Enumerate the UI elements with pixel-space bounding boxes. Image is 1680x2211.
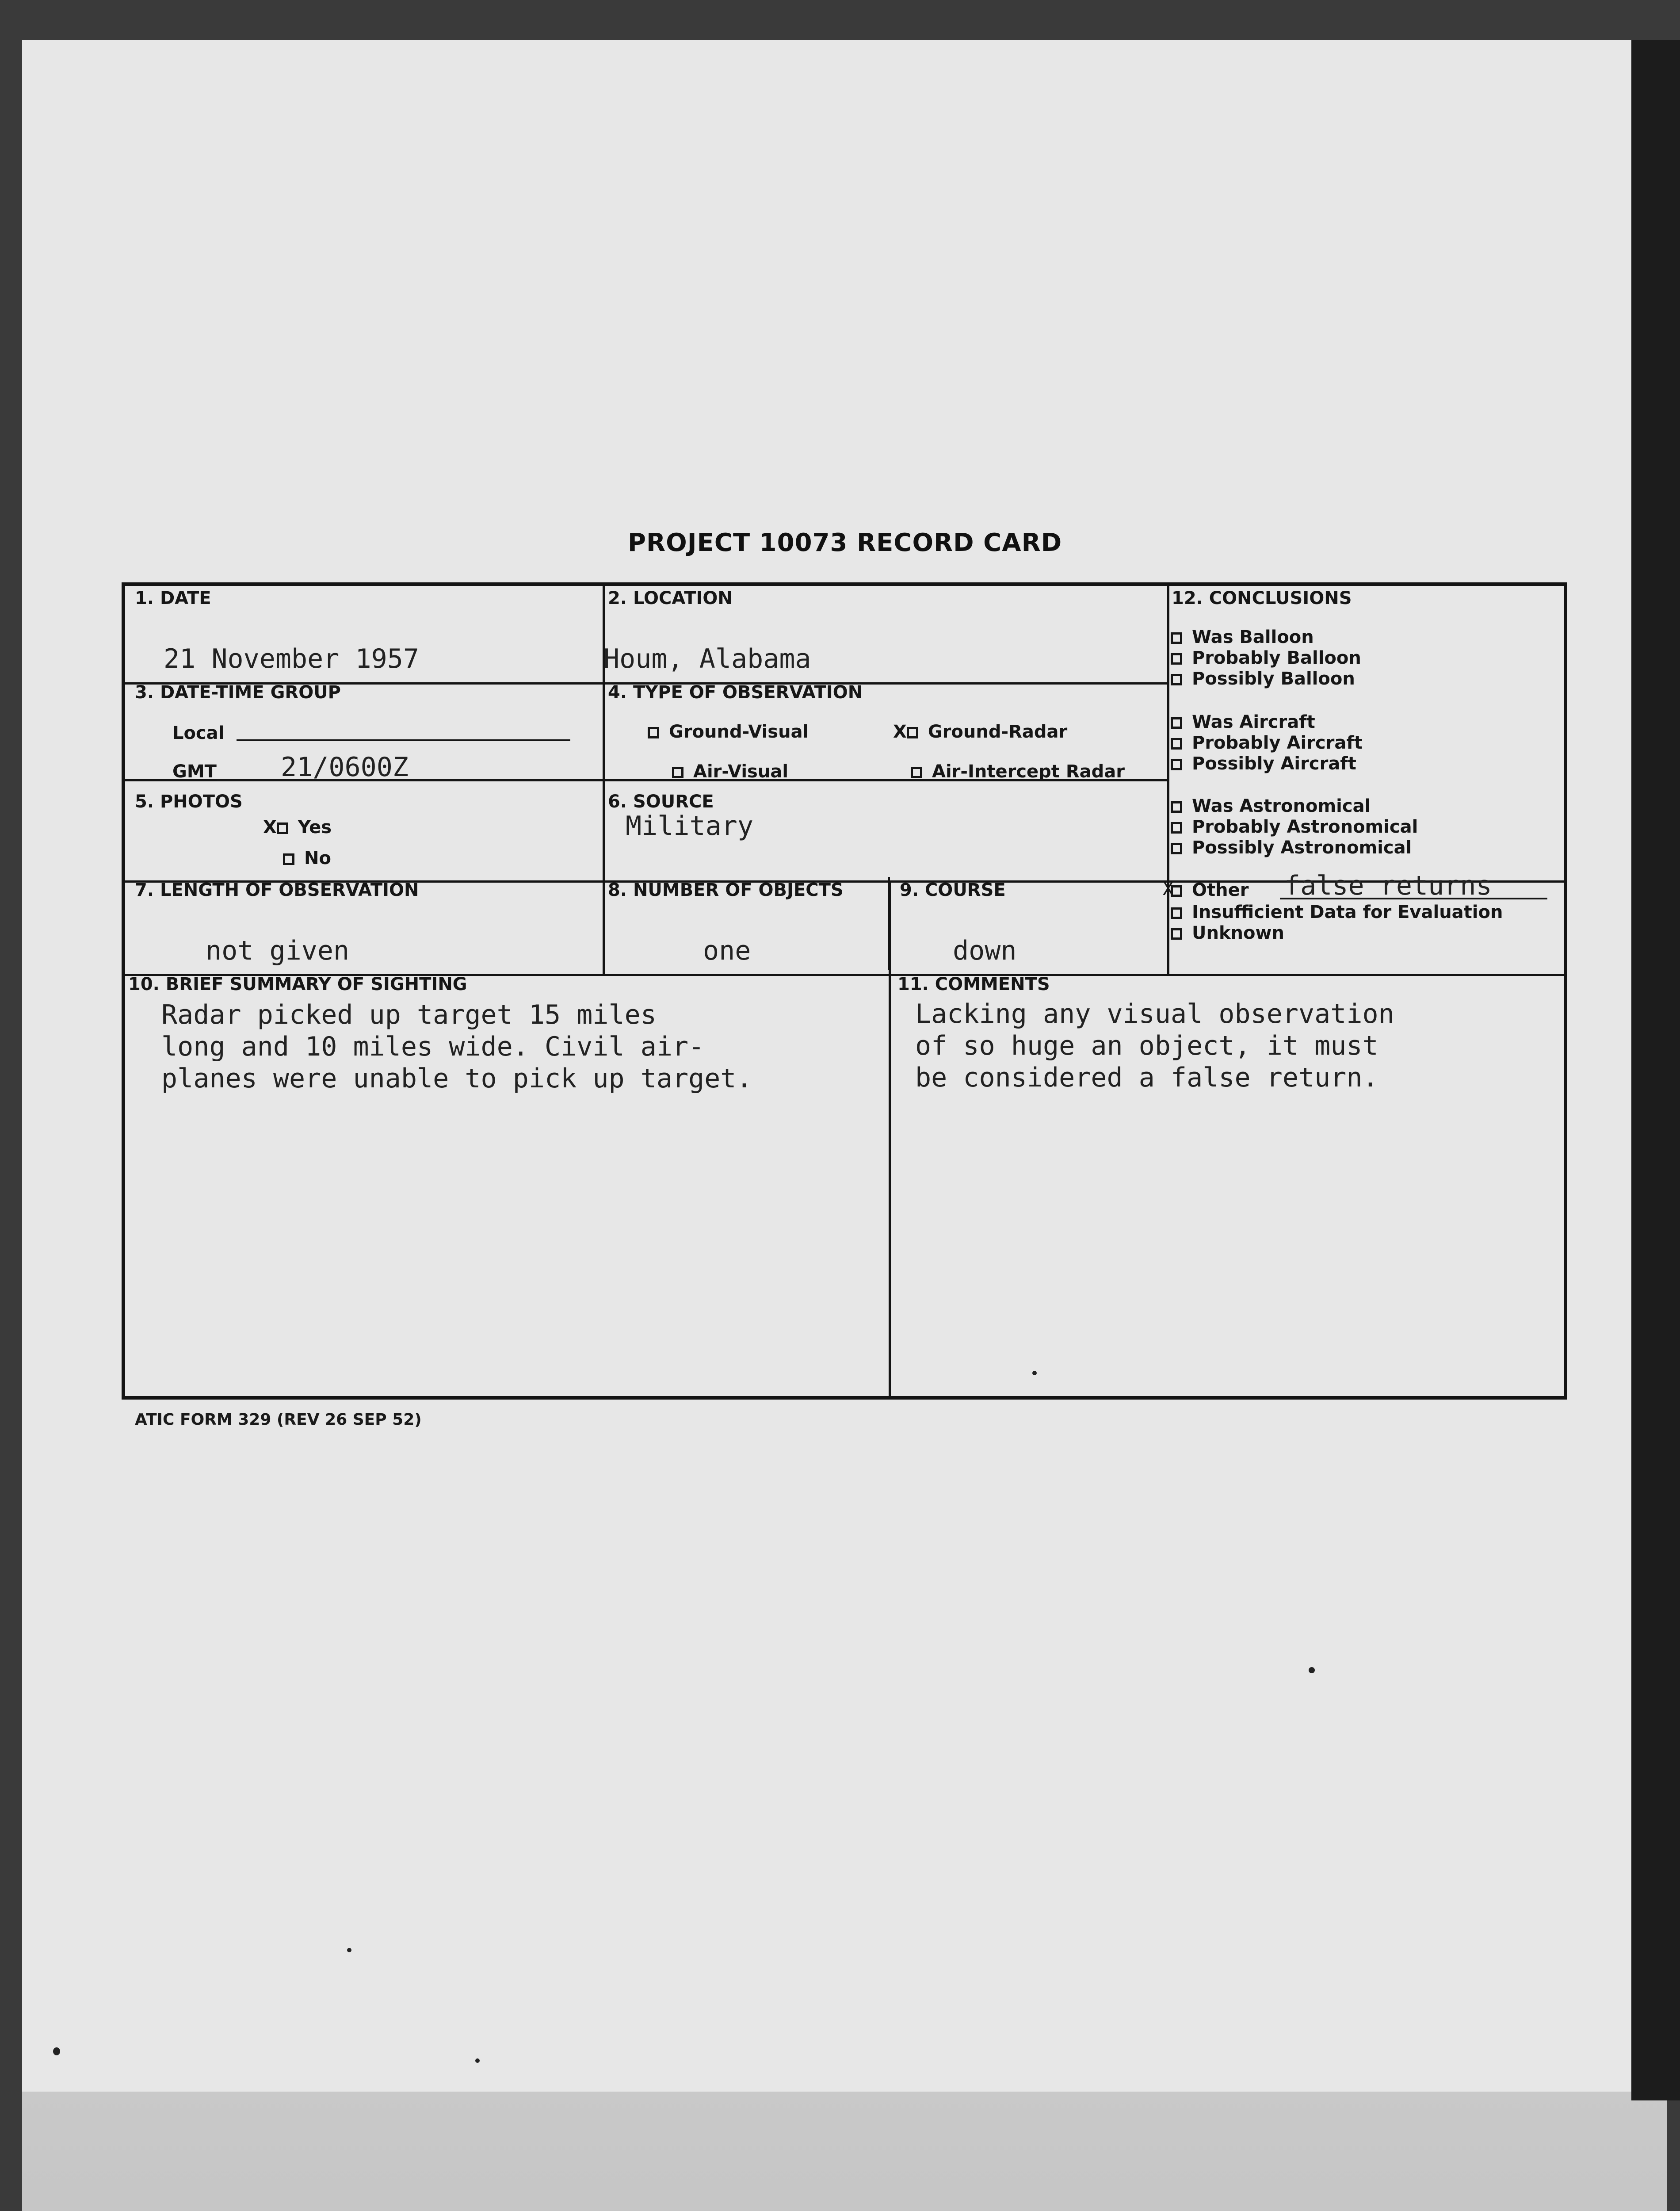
conclusion-option: Possibly Aircraft <box>1171 754 1356 774</box>
photos-yes-option: X Yes <box>263 817 332 838</box>
checkbox-icon <box>283 853 294 865</box>
form-footer: ATIC FORM 329 (REV 26 SEP 52) <box>135 1411 422 1429</box>
checkbox-icon <box>1171 907 1182 919</box>
checkbox-icon <box>907 727 918 738</box>
dtg-label: 3. DATE-TIME GROUP <box>135 682 341 703</box>
location-value: Houm, Alabama <box>603 643 811 674</box>
checkbox-icon <box>911 767 922 778</box>
comments-line: of so huge an object, it must <box>915 1030 1378 1061</box>
summary-label: 10. BRIEF SUMMARY OF SIGHTING <box>128 974 467 995</box>
objects-label: 8. NUMBER OF OBJECTS <box>608 880 844 900</box>
checkbox-icon <box>1171 674 1182 685</box>
conclusion-option: Was Astronomical <box>1171 796 1371 816</box>
conclusion-option: Possibly Astronomical <box>1171 838 1412 858</box>
comments-line: Lacking any visual observation <box>915 998 1394 1029</box>
comments-line: be considered a false return. <box>915 1062 1378 1093</box>
conclusion-option: Possibly Balloon <box>1171 669 1355 689</box>
card-title: PROJECT 10073 RECORD CARD <box>628 528 1062 557</box>
checkbox-icon <box>277 822 288 834</box>
objects-value: one <box>703 935 751 966</box>
air-intercept-option: Air-Intercept Radar <box>911 761 1125 782</box>
date-label: 1. DATE <box>135 588 211 608</box>
conclusion-option: Probably Balloon <box>1171 648 1361 668</box>
source-label: 6. SOURCE <box>608 792 714 812</box>
scan-speck <box>1032 1371 1037 1375</box>
gmt-value: 21/0600Z <box>281 752 409 783</box>
checkbox-icon <box>1171 653 1182 665</box>
summary-line: planes were unable to pick up target. <box>161 1063 752 1094</box>
source-value: Military <box>626 811 753 842</box>
checkbox-icon <box>1171 801 1182 813</box>
background-paper <box>22 2092 1667 2211</box>
conclusion-option: Probably Astronomical <box>1171 817 1418 837</box>
scan-speck <box>53 2047 60 2055</box>
conclusion-option: Was Balloon <box>1171 627 1314 647</box>
course-label: 9. COURSE <box>900 880 1006 900</box>
summary-line: Radar picked up target 15 miles <box>161 999 657 1030</box>
checkbox-icon <box>1171 843 1182 854</box>
summary-line: long and 10 miles wide. Civil air- <box>161 1031 705 1062</box>
local-label: Local <box>172 723 225 743</box>
conclusion-other-option: Other <box>1171 880 1249 900</box>
photos-no-option: No <box>283 848 331 868</box>
divider <box>1167 586 1169 974</box>
scan-edge <box>1631 40 1680 2100</box>
checkbox-icon <box>1171 738 1182 750</box>
scan-speck <box>475 2058 480 2063</box>
location-label: 2. LOCATION <box>608 588 733 608</box>
scan-speck <box>1309 1667 1315 1673</box>
checkbox-icon <box>1171 822 1182 834</box>
course-value: down <box>953 935 1017 966</box>
gmt-label: GMT <box>172 761 217 782</box>
checkbox-icon <box>1171 632 1182 644</box>
conclusion-other-value: false returns <box>1284 870 1492 901</box>
conclusions-label: 12. CONCLUSIONS <box>1172 588 1352 608</box>
conclusion-option: Probably Aircraft <box>1171 733 1363 753</box>
conclusion-option: Unknown <box>1171 923 1284 943</box>
photos-label: 5. PHOTOS <box>135 792 243 812</box>
air-visual-option: Air-Visual <box>672 761 788 782</box>
divider <box>888 877 890 970</box>
checkbox-icon <box>672 767 683 778</box>
check-mark: X <box>893 722 907 742</box>
local-line <box>237 739 570 741</box>
conclusion-option: Insufficient Data for Evaluation <box>1171 902 1503 922</box>
observation-type-label: 4. TYPE OF OBSERVATION <box>608 682 863 703</box>
checkbox-icon <box>1171 759 1182 770</box>
check-mark: X <box>263 817 277 838</box>
conclusion-option: Was Aircraft <box>1171 712 1315 732</box>
date-value: 21 November 1957 <box>164 643 419 674</box>
scan-speck <box>347 1948 351 1952</box>
ground-radar-option: X Ground-Radar <box>893 722 1068 742</box>
checkbox-icon <box>648 727 659 738</box>
checkbox-icon <box>1171 717 1182 729</box>
checkbox-icon <box>1171 928 1182 940</box>
ground-visual-option: Ground-Visual <box>648 722 809 742</box>
comments-label: 11. COMMENTS <box>897 974 1050 995</box>
length-label: 7. LENGTH OF OBSERVATION <box>135 880 419 900</box>
other-check-mark: X <box>1163 879 1174 899</box>
length-value: not given <box>206 935 350 966</box>
